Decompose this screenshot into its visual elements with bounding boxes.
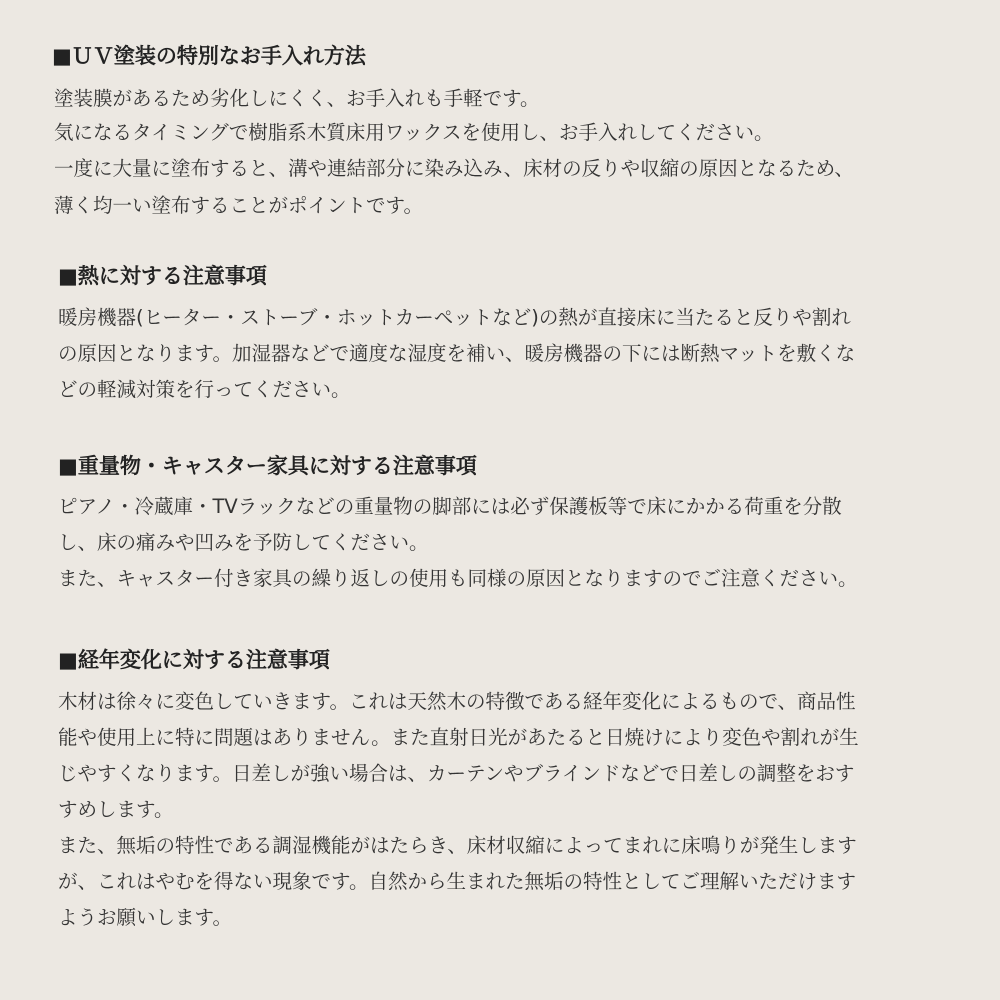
- section-heading: ■経年変化に対する注意事項: [58, 648, 330, 672]
- paragraph-line: じやすくなります。日差しが強い場合は、カーテンやブラインドなどで日差しの調整をおす: [58, 762, 855, 785]
- paragraph-line: どの軽減対策を行ってください。: [58, 378, 351, 401]
- section-heading: ■重量物・キャスター家具に対する注意事項: [58, 454, 477, 478]
- paragraph-line: ようお願いします。: [58, 906, 232, 929]
- paragraph-line: 塗装膜があるため劣化しにくく、お手入れも手軽です。: [54, 87, 540, 110]
- section-heading: ■熱に対する注意事項: [58, 264, 267, 288]
- paragraph-line: 気になるタイミングで樹脂系木質床用ワックスを使用し、お手入れしてください。: [54, 121, 774, 144]
- paragraph-line: 木材は徐々に変色していきます。これは天然木の特徴である経年変化によるもので、商品性: [58, 690, 856, 713]
- paragraph-line: ピアノ・冷蔵庫・TVラックなどの重量物の脚部には必ず保護板等で床にかかる荷重を分散: [58, 495, 842, 518]
- paragraph-line: 暖房機器(ヒーター・ストーブ・ホットカーペットなど)の熱が直接床に当たると反りや割れ: [58, 306, 851, 329]
- paragraph-line: 一度に大量に塗布すると、溝や連結部分に染み込み、床材の反りや収縮の原因となるため、: [54, 157, 854, 180]
- paragraph-line: が、これはやむを得ない現象です。自然から生まれた無垢の特性としてご理解いただけます: [58, 870, 856, 893]
- section-heading: ■ＵＶ塗装の特別なお手入れ方法: [52, 44, 366, 68]
- paragraph-line: すめします。: [58, 798, 174, 821]
- paragraph-line: し、床の痛みや凹みを予防してください。: [58, 531, 429, 554]
- paragraph-line: 薄く均一い塗布することがポイントです。: [54, 194, 423, 217]
- paragraph-line: の原因となります。加湿器などで適度な湿度を補い、暖房機器の下には断熱マットを敷くな: [58, 342, 856, 365]
- paragraph-line: また、キャスター付き家具の繰り返しの使用も同様の原因となりますのでご注意ください。: [58, 567, 858, 590]
- paragraph-line: 能や使用上に特に問題はありません。また直射日光があたると日焼けにより変色や割れが生: [58, 726, 859, 749]
- paragraph-line: また、無垢の特性である調湿機能がはたらき、床材収縮によってまれに床鳴りが発生します: [58, 834, 857, 857]
